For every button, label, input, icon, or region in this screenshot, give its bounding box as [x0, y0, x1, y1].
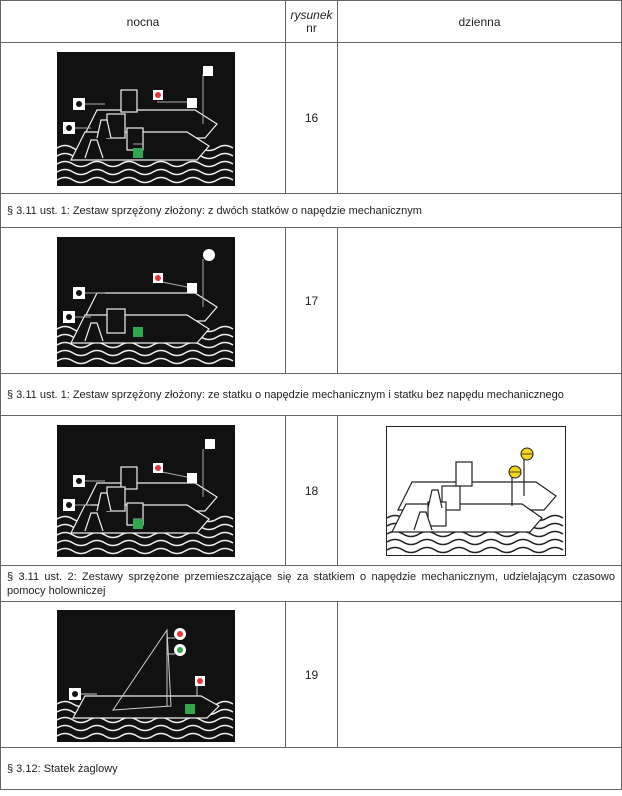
figure-number-16: 16: [304, 111, 319, 125]
row-18-number-cell: [285, 415, 338, 566]
header-night-label: nocna: [126, 14, 160, 29]
header-number-line2: nr: [306, 20, 317, 35]
header-number-line1: rysunek: [290, 7, 333, 22]
row-16-number-cell: [285, 42, 338, 194]
row-18-caption: [0, 565, 622, 602]
caption-17: § 3.11 ust. 1: Zestaw sprzężony złożony: ze statku o napędzie mechanicznym i statku bez napędu mechanicznego: [7, 388, 564, 401]
figure-number-19: 19: [304, 667, 319, 682]
caption-18: § 3.11 ust. 2: Zestawy sprzężone przemieszczające się za statkiem o napędzie mechanicznym, udzielającym czasowo pomocy holowniczej: [7, 570, 615, 597]
row-16-caption: [0, 193, 622, 228]
figure-number-18: 18: [304, 483, 319, 498]
night-figure-16: [57, 52, 235, 186]
row-16-day-cell: [337, 42, 622, 194]
row-17-number-cell: [285, 227, 338, 374]
night-figure-18: [57, 425, 235, 557]
row-17-caption: [0, 373, 622, 416]
row-17-day-cell: [337, 227, 622, 374]
day-figure-18: [386, 426, 566, 556]
row-18-night-cell: [0, 415, 286, 566]
figure-number-17: 17: [304, 293, 319, 308]
caption-16: § 3.11 ust. 1: Zestaw sprzężony złożony: z dwóch statków o napędzie mechanicznym: [7, 204, 422, 217]
row-18-day-cell: [337, 415, 622, 566]
row-19-caption: [0, 747, 622, 790]
row-16-night-cell: [0, 42, 286, 194]
row-19-day-cell: [337, 601, 622, 748]
row-17-night-cell: [0, 227, 286, 374]
caption-19: § 3.12: Statek żaglowy: [7, 762, 118, 775]
night-figure-19: [57, 610, 235, 742]
header-night: [0, 0, 286, 43]
header-day-label: dzienna: [458, 14, 501, 29]
row-19-number-cell: [285, 601, 338, 748]
header-number: [285, 0, 338, 43]
night-figure-17: [57, 237, 235, 367]
header-day: [337, 0, 622, 43]
row-19-night-cell: [0, 601, 286, 748]
